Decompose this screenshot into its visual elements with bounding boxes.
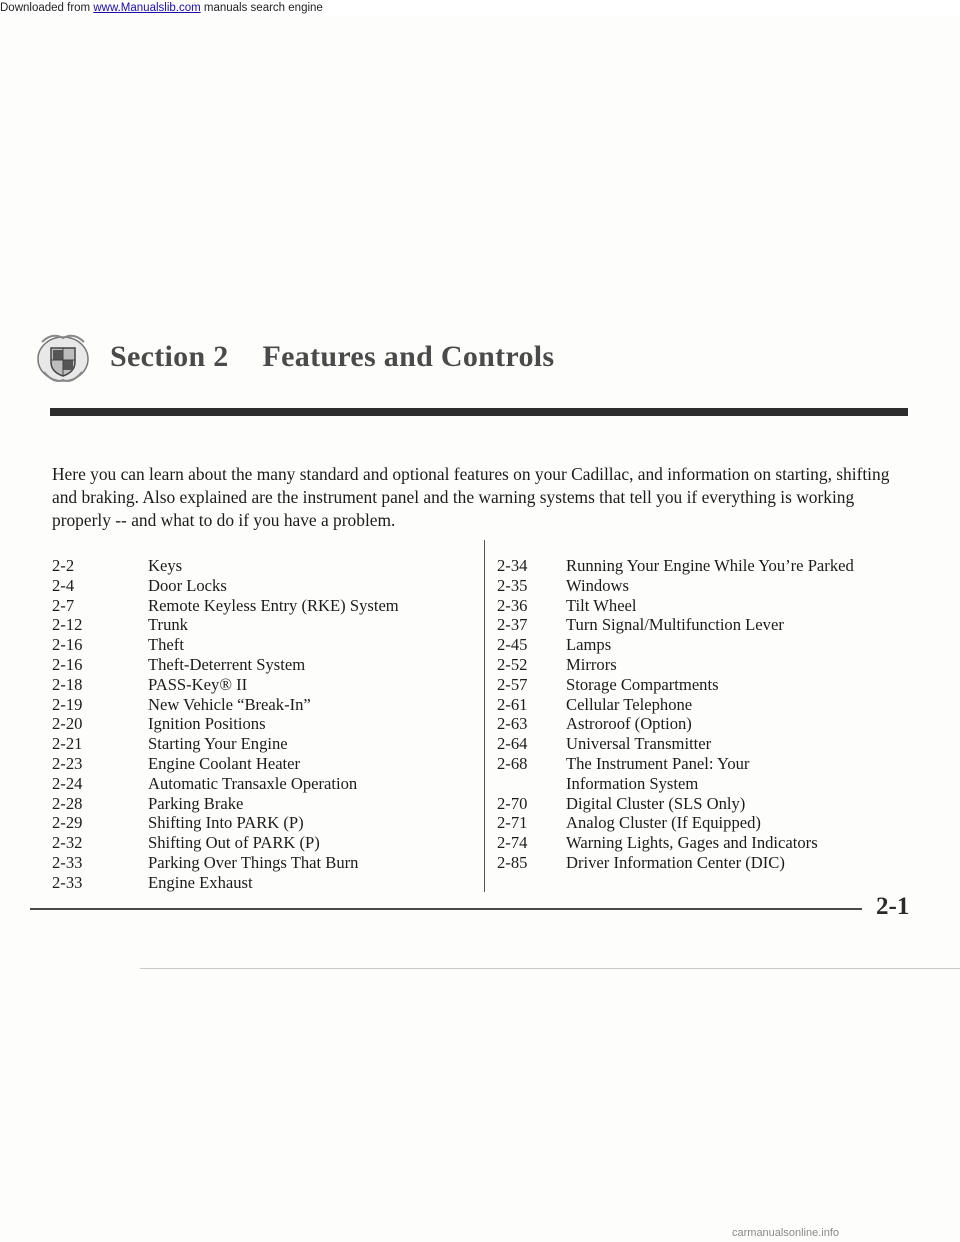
section-label: Section 2 [110,340,229,373]
toc-entry-title: New Vehicle “Break-In” [148,694,311,714]
toc-entry [497,675,917,695]
section-header [34,327,554,387]
toc-entry-title: Shifting Out of PARK (P) [148,833,320,853]
toc-page-number: 2-61 [497,694,528,714]
page-number: 2-1 [876,893,910,920]
toc-entry [497,813,917,833]
toc-entry-title: Starting Your Engine [148,734,288,754]
toc-page-number: 2-2 [52,556,75,575]
section-title: Features and Controls [262,340,555,373]
toc-entry [497,774,917,794]
toc-entry [52,734,472,754]
toc-entry-title: Analog Cluster (If Equipped) [566,813,761,833]
footer-rule [30,908,862,910]
toc-page-number: 2-12 [52,615,83,635]
toc-entry [52,853,472,873]
toc-entry [52,615,472,635]
toc-page-number: 2-33 [52,872,83,892]
toc-entry-title: Driver Information Center (DIC) [566,852,785,872]
toc-entry [52,675,472,695]
toc-entry [52,714,472,734]
toc-entry [52,695,472,715]
toc-entry [497,695,917,715]
toc-page-number: 2-37 [497,615,528,635]
toc-entry-title: Ignition Positions [148,714,266,734]
toc-entry [497,754,917,774]
toc-entry [497,655,917,675]
header-rule [50,408,908,416]
toc-page-number: 2-52 [497,654,528,674]
toc-entry-title: PASS-Key® II [148,674,248,694]
toc-entry [52,754,472,774]
toc-entry-title: Remote Keyless Entry (RKE) System [148,595,399,615]
toc-entry-title: Information System [566,773,699,793]
toc-entry-title: Lamps [566,635,612,655]
toc-entry [52,774,472,794]
toc-entry [52,596,472,616]
toc-page-number: 2-23 [52,753,83,773]
toc-entry [497,794,917,814]
toc-entry [52,873,472,893]
toc-entry [52,576,472,596]
toc-page-number: 2-16 [52,654,83,674]
toc-right-column [497,556,917,873]
toc-page-number: 2-20 [52,714,83,734]
toc-entry [497,556,917,576]
toc-entry-title: Theft-Deterrent System [148,654,306,674]
toc-entry-title: Warning Lights, Gages and Indicators [566,833,818,853]
toc-entry [497,576,917,596]
toc-page-number: 2-57 [497,674,528,694]
toc-entry-title: Digital Cluster (SLS Only) [566,793,746,813]
toc-page-number: 2-45 [497,635,528,655]
toc-page-number: 2-63 [497,714,528,734]
toc-entry-title: Parking Brake [148,793,244,813]
toc-page-number: 2-70 [497,793,528,813]
footer-light-rule [140,968,960,969]
toc-page-number: 2-21 [52,734,83,754]
toc-page-number: 2-33 [52,852,83,872]
toc-entry [52,655,472,675]
download-watermark [0,0,960,16]
toc-page-number: 2-74 [497,833,528,853]
toc-page-number: 2-18 [52,674,83,694]
toc-entry [497,635,917,655]
toc-page-number: 2-28 [52,793,83,813]
toc-entry [52,635,472,655]
toc-page-number: 2-71 [497,813,528,833]
toc-entry-title: Turn Signal/Multifunction Lever [566,615,784,635]
toc-entry [497,734,917,754]
toc-entry [497,596,917,616]
toc-page-number: 2-64 [497,734,528,754]
manualslib-link[interactable]: www.Manualslib.com [93,2,201,14]
toc-entry-title: Keys [148,556,183,575]
toc-entry [52,813,472,833]
toc-entry-title: Theft [148,635,184,655]
toc-entry-title: Engine Exhaust [148,872,253,892]
toc-page-number: 2-32 [52,833,83,853]
watermark-prefix: Downloaded from [0,2,94,14]
toc-entry [52,794,472,814]
toc-entry [497,615,917,635]
toc-entry-title: Tilt Wheel [566,595,637,615]
cadillac-crest-icon [34,328,92,386]
toc-page-number: 2-4 [52,575,75,595]
toc-entry-title: Running Your Engine While You’re Parked [566,556,854,575]
toc-entry-title: Storage Compartments [566,674,719,694]
toc-entry-title: The Instrument Panel: Your [566,753,750,773]
toc-entry-title: Shifting Into PARK (P) [148,813,304,833]
toc-page-number: 2-16 [52,635,83,655]
toc-page-number: 2-36 [497,595,528,615]
toc-page-number: 2-29 [52,813,83,833]
toc-page-number: 2-7 [52,595,75,615]
toc-page-number: 2-68 [497,753,528,773]
toc-entry-title: Mirrors [566,654,617,674]
toc-page-number: 2-34 [497,556,528,575]
toc-page-number: 2-19 [52,694,83,714]
toc-entry-title: Automatic Transaxle Operation [148,773,358,793]
toc-entry [497,853,917,873]
toc-entry-title: Cellular Telephone [566,694,693,714]
toc-entry-title: Trunk [148,615,188,635]
toc-page-number: 2-35 [497,575,528,595]
toc-entry-title: Universal Transmitter [566,734,712,754]
toc-page-number: 2-24 [52,773,83,793]
column-divider [484,540,485,892]
toc-entry-title: Door Locks [148,575,227,595]
toc-left-column [52,556,472,893]
toc-entry-title: Astroroof (Option) [566,714,692,734]
intro-paragraph: Here you can learn about the many standard and optional features on your Cadillac, and information on starting, shifting and braking. Also explained are the instrument panel and the warning systems that tell you if everything is working properly -- and what to do if you have a problem. [52,464,890,530]
toc-entry [52,833,472,853]
toc-entry [497,714,917,734]
toc-page-number: 2-85 [497,852,528,872]
toc-entry [497,833,917,853]
toc-page-number [497,774,566,794]
bottom-watermark: carmanualsonline.info [732,1227,840,1239]
watermark-suffix: manuals search engine [200,2,323,14]
toc-entry-title: Engine Coolant Heater [148,753,301,773]
toc-entry [52,556,472,576]
toc-entry-title: Windows [566,575,629,595]
toc-entry-title: Parking Over Things That Burn [148,852,359,872]
